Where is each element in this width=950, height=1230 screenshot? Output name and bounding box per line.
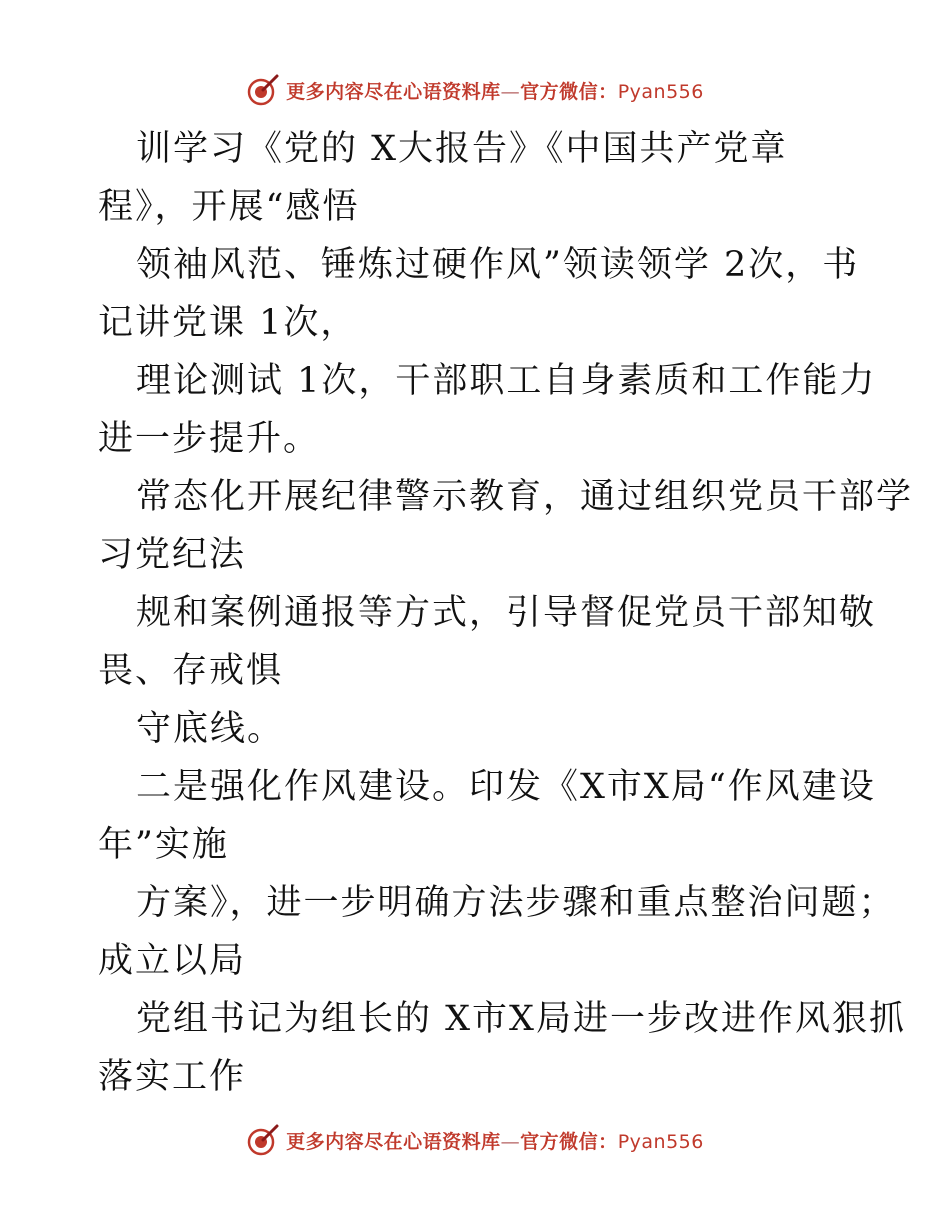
text-line: 成立以局	[98, 941, 247, 981]
text-line: 常态化开展纪律警示教育，通过组织党员干部学	[136, 477, 914, 517]
text-line: 程》，开展“感悟	[98, 187, 360, 227]
text-line: 习党纪法	[98, 535, 247, 575]
text-line: 年”实施	[98, 825, 229, 865]
header-watermark	[0, 70, 950, 110]
text-line: 落实工作	[98, 1057, 247, 1097]
watermark-label: 官方微信：	[520, 80, 618, 103]
text-line: 训学习《党的 X大报告》《中国共产党章	[136, 129, 788, 169]
text-line: 方案》，进一步明确方法步骤和重点整治问题；	[136, 883, 896, 923]
document-body	[98, 120, 914, 1106]
text-line: 记讲党课 1次，	[98, 303, 358, 343]
watermark-account: Pyan556	[617, 80, 704, 103]
watermark-brand: 更多内容尽在心语资料库	[286, 1130, 501, 1153]
watermark-separator: —	[500, 1130, 521, 1153]
logo-icon	[246, 73, 280, 107]
watermark-account: Pyan556	[617, 1130, 704, 1153]
text-line: 守底线。	[136, 709, 285, 749]
text-line: 理论测试 1次，干部职工自身素质和工作能力	[136, 361, 877, 401]
footer-watermark	[0, 1120, 950, 1160]
text-line: 进一步提升。	[98, 419, 321, 459]
text-line: 领袖风范、锤炼过硬作风”领读领学 2次，书	[136, 245, 860, 285]
watermark-label: 官方微信：	[520, 1130, 618, 1153]
watermark-separator: —	[500, 80, 521, 103]
text-line: 党组书记为组长的 X市X局进一步改进作风狠抓	[136, 999, 906, 1039]
logo-icon	[246, 1123, 280, 1157]
watermark-brand: 更多内容尽在心语资料库	[286, 80, 501, 103]
text-line: 二是强化作风建设。印发《X市X局“作风建设	[136, 767, 876, 807]
text-line: 规和案例通报等方式，引导督促党员干部知敬	[136, 593, 877, 633]
text-line: 畏、存戒惧	[98, 651, 284, 691]
